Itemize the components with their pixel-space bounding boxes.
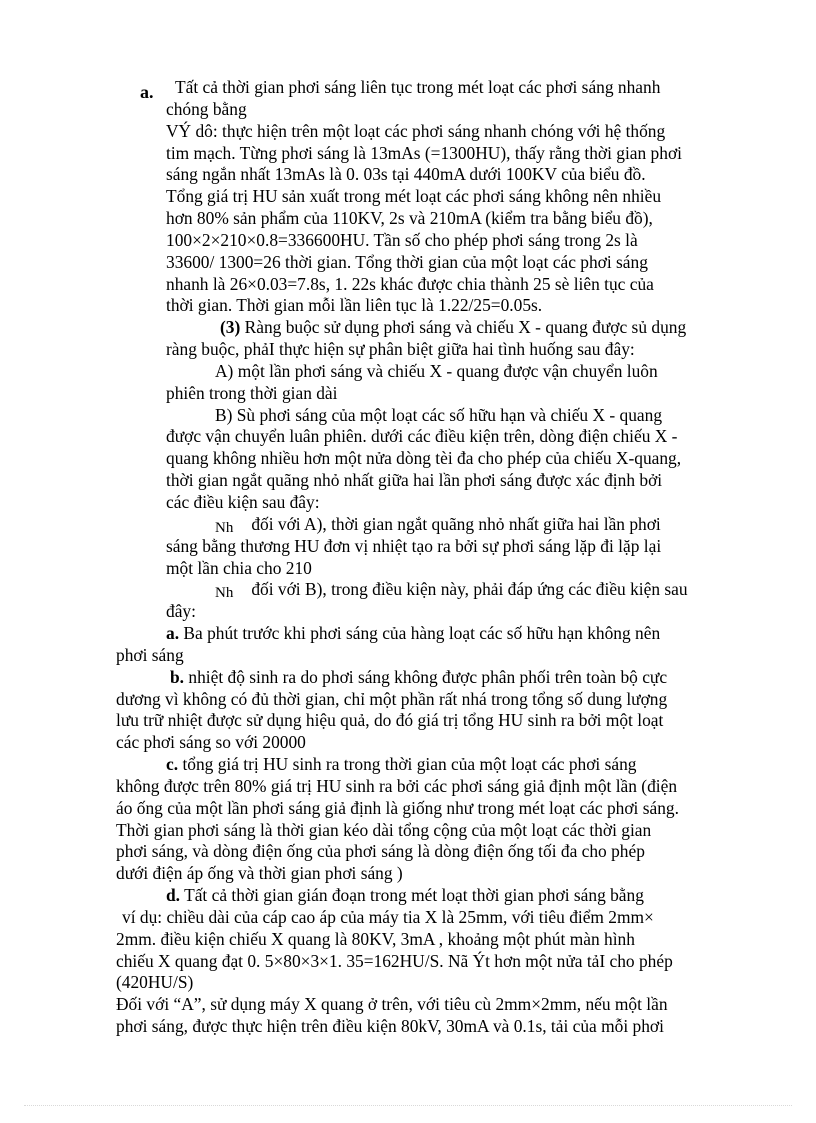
case-b-text: Sù phơi sáng của một loạt các số hữu hạn và chiếu X - quang [236, 405, 663, 425]
nh-b-line [215, 578, 688, 602]
example-line: nhanh là 26×0.03=7.8s, 1. 22s khác được chia thành 25 sè liên tục của [166, 274, 654, 294]
cond-a-line: phơi sáng [116, 645, 184, 665]
section-a-heading-line: chóng bằng [166, 99, 247, 119]
cond-c-line: không được trên 80% giá trị HU sinh ra bởi các phơi sáng giả định một lần (điện [116, 776, 678, 796]
nh-a-line [215, 513, 661, 537]
nh-a-line: sáng bằng thương HU đơn vị nhiệt tạo ra bởi sự phơi sáng lặp đi lặp lại [166, 536, 662, 556]
example-d-line: chiếu X quang đạt 0. 5×80×3×1. 35=162HU/S. Nã Ýt hơn một nửa tảI cho phép [116, 951, 673, 971]
example-line: VÝ dô: thực hiện trên một loạt các phơi sáng nhanh chóng với hệ thống [166, 121, 666, 141]
cond-b-label: b. [170, 667, 185, 687]
cond-c-line: phơi sáng, và dòng điện ống của phơi sáng là dòng điện ống tối đa cho phép [116, 841, 645, 861]
section-3-number: (3) [220, 317, 241, 337]
case-a-line [215, 360, 658, 382]
cond-c-line: áo ống của một lần phơi sáng giả định là giống như trong mét loạt các phơi sáng. [116, 798, 679, 818]
example-d-line: ví dụ: chiều dài của cáp cao áp của máy tia X là 25mm, với tiêu điểm 2mm× [122, 907, 654, 927]
example-d-line: 2mm. điều kiện chiếu X quang là 80KV, 3mA , khoảng một phút màn hình [116, 929, 635, 949]
case-b-line: quang không nhiều hơn một nửa dòng tèi đa cho phép của chiếu X-quang, [166, 448, 682, 468]
final-line: phơi sáng, được thực hiện trên điều kiện 80kV, 30mA và 0.1s, tải của mỗi phơi [116, 1016, 664, 1036]
cond-c-text: tổng giá trị HU sinh ra trong thời gian của một loạt các phơi sáng [182, 754, 637, 774]
case-a-text: một lần phơi sáng và chiếu X - quang được vận chuyển luôn [237, 361, 658, 381]
page-bottom-border [24, 1105, 792, 1106]
example-d-line: (420HU/S) [116, 972, 194, 992]
section-a-marker: a. [140, 82, 154, 102]
nh-a-text: đối với A), thời gian ngắt quãng nhỏ nhất giữa hai lần phơi [251, 514, 661, 534]
section-a-heading-line: Tất cả thời gian phơi sáng liên tục trong mét loạt các phơi sáng nhanh [175, 77, 661, 97]
example-line: 100×2×210×0.8=336600HU. Tần số cho phép phơi sáng trong 2s là [166, 230, 638, 250]
cond-b-text: nhiệt độ sinh ra do phơi sáng không được phân phối trên toàn bộ cực [188, 667, 668, 687]
example-line: sáng ngắn nhất 13mAs là 0. 03s tại 440mA dưới 100KV của biểu đồ. [166, 164, 646, 184]
section-3-line [220, 316, 686, 338]
example-line: thời gian. Thời gian mỗi lần liên tục là 1.22/25=0.05s. [166, 295, 543, 315]
final-line: Đối với “A”, sử dụng máy X quang ở trên, với tiêu cù 2mm×2mm, nếu một lần [116, 994, 668, 1014]
cond-b-line [170, 666, 667, 688]
section-3-line: ràng buộc, phảI thực hiện sự phân biệt giữa hai tình huống sau đây: [166, 339, 635, 359]
cond-d-label: d. [166, 885, 181, 905]
example-line: Tổng giá trị HU sản xuất trong mét loạt các phơi sáng không nên nhiều [166, 186, 662, 206]
cond-d-text: Tất cả thời gian gián đoạn trong mét loạt thời gian phơi sáng bằng [184, 885, 644, 905]
nh-a-tag: Nh [215, 520, 234, 536]
example-line: 33600/ 1300=26 thời gian. Tổng thời gian của một loạt các phơi sáng [166, 252, 648, 272]
cond-d-line [166, 884, 644, 906]
nh-b-text: đối với B), trong điều kiện này, phải đáp ứng các điều kiện sau [251, 579, 688, 599]
nh-b-tag: Nh [215, 585, 234, 601]
cond-c-line [166, 753, 636, 775]
cond-b-line: dương vì không có đủ thời gian, chỉ một phần rất nhá trong tổng số dung lượng [116, 689, 668, 709]
example-line: hơn 80% sản phẩm của 110KV, 2s và 210mA (kiểm tra bằng biểu đồ), [166, 208, 653, 228]
nh-a-line: một lần chia cho 210 [166, 558, 312, 578]
case-b-line: các điều kiện sau đây: [166, 492, 320, 512]
case-b-line: thời gian ngắt quãng nhỏ nhất giữa hai lần phơi sáng được xác định bởi [166, 470, 663, 490]
case-b-line [215, 404, 662, 426]
cond-a-line [166, 622, 660, 644]
example-line: tim mạch. Từng phơi sáng là 13mAs (=1300HU), thấy rằng thời gian phơi [166, 143, 682, 163]
cond-c-line: dưới điện áp ống và thời gian phơi sáng ) [116, 863, 403, 883]
nh-b-line: đây: [166, 601, 196, 621]
case-b-line: được vận chuyển luân phiên. dưới các điều kiện trên, dòng điện chiếu X - [166, 426, 678, 446]
case-b-label: B) [215, 405, 233, 425]
cond-b-line: lưu trữ nhiệt được sử dụng hiệu quả, do đó giá trị tổng HU sinh ra bởi một loạt [116, 710, 664, 730]
section-3-text: Ràng buộc sử dụng phơi sáng và chiếu X - quang được sủ dụng [244, 317, 687, 337]
cond-c-label: c. [166, 754, 179, 774]
case-a-line: phiên trong thời gian dài [166, 383, 338, 403]
case-a-label: A) [215, 361, 234, 381]
cond-b-line: các phơi sáng so với 20000 [116, 732, 306, 752]
cond-a-text: Ba phút trước khi phơi sáng của hàng loạt các số hữu hạn không nên [183, 623, 661, 643]
cond-a-label: a. [166, 623, 180, 643]
cond-c-line: Thời gian phơi sáng là thời gian kéo dài tổng cộng của một loạt các thời gian [116, 820, 652, 840]
